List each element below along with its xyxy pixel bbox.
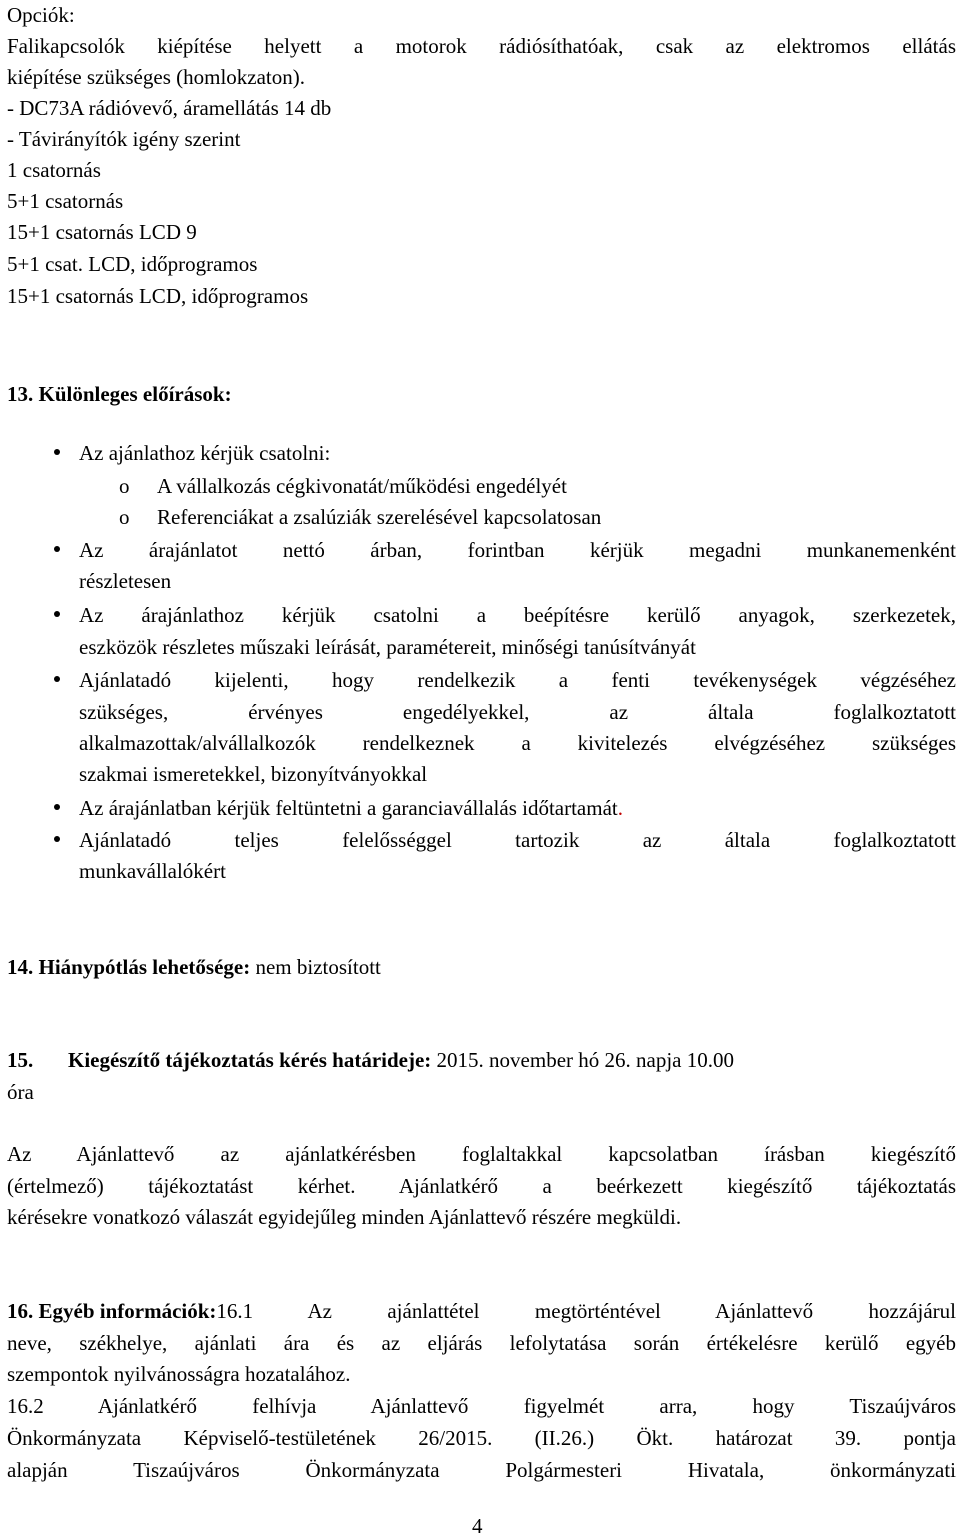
options-heading: Opciók:: [7, 3, 75, 27]
s13-bullet-2-line-1: Az árajánlatot nettó árban, forintban kérjük megadni munkanemenként: [79, 538, 956, 562]
s13-bullet-3-line-2: eszközök részletes műszaki leírását, paramétereit, minőségi tanúsítványát: [79, 635, 696, 659]
section-14: [7, 954, 381, 980]
sub-bullet-icon: o: [119, 505, 130, 529]
bullet-icon: [54, 804, 60, 810]
page-number: 4: [472, 1514, 483, 1538]
options-item: 15+1 csatornás LCD 9: [7, 220, 197, 244]
section-14-heading: 14. Hiánypótlás lehetősége:: [7, 955, 251, 979]
section-13-heading: 13. Különleges előírások:: [7, 382, 232, 406]
s16-p1-line-3: szempontok nyilvánosságra hozatalához.: [7, 1362, 351, 1386]
bullet-icon: [54, 611, 60, 617]
s15-para-line-2: (értelmező) tájékoztatást kérhet. Ajánlatkérő a beérkezett kiegészítő tájékoztatás: [7, 1174, 956, 1198]
s13-bullet-4-line-3: alkalmazottak/alvállalkozók rendelkeznek a kivitelezés elvégzéséhez szükséges: [79, 731, 956, 755]
s16-p1-line-2: neve, székhelye, ajánlati ára és az eljárás lefolytatása során értékelésre kerülő egyéb: [7, 1331, 956, 1355]
options-para-line-1: Falikapcsolók kiépítése helyett a motorok rádiósíthatóak, csak az elektromos ellátás: [7, 34, 956, 58]
s13-bullet-6-line-1: Ajánlatadó teljes felelősséggel tartozik az általa foglalkoztatott: [79, 828, 956, 852]
section-15-label: Kiegészítő tájékoztatás kérés határideje:: [68, 1048, 432, 1072]
sub-bullet-icon: o: [119, 474, 130, 498]
s13-bullet-1: Az ajánlathoz kérjük csatolni:: [79, 441, 331, 465]
s16-p2-line-3: alapján Tiszaújváros Önkormányzata Polgármesteri Hivatala, önkormányzati: [7, 1458, 956, 1482]
s13-bullet-3-line-1: Az árajánlathoz kérjük csatolni a beépítésre kerülő anyagok, szerkezetek,: [79, 603, 956, 627]
section-15-number: 15.: [7, 1048, 34, 1072]
section-15-title: [68, 1047, 734, 1073]
section-15-value: 2015. november hó 26. napja 10.00: [431, 1048, 734, 1072]
options-item: 1 csatornás: [7, 158, 101, 182]
s13-bullet-2-line-2: részletesen: [79, 569, 172, 593]
options-item: 5+1 csatornás: [7, 189, 124, 213]
s16-p2-line-2: Önkormányzata Képviselő-testületének 26/2015. (II.26.) Ökt. határozat 39. pontja: [7, 1426, 956, 1450]
options-para-line-2: kiépítése szükséges (homlokzaton).: [7, 65, 305, 89]
s13-bullet-4-line-4: szakmai ismeretekkel, bizonyítványokkal: [79, 762, 428, 786]
s13-sub-bullet-2: Referenciákat a zsalúziák szerelésével kapcsolatosan: [157, 505, 602, 529]
section-16-heading: 16. Egyéb információk:: [7, 1299, 217, 1323]
s16-p1-line-1: 16.1 Az ajánlattétel megtörténtével Ajánlattevő hozzájárul: [216, 1299, 956, 1323]
section-14-value: nem biztosított: [250, 955, 381, 979]
s13-bullet-4-line-2: szükséges, érvényes engedélyekkel, az általa foglalkoztatott: [79, 700, 956, 724]
options-item: 15+1 csatornás LCD, időprogramos: [7, 284, 309, 308]
bullet-icon: [54, 836, 60, 842]
options-item: 5+1 csat. LCD, időprogramos: [7, 252, 258, 276]
s13-bullet-5-text: Az árajánlatban kérjük feltüntetni a garanciavállalás időtartamát: [79, 796, 618, 820]
bullet-icon: [54, 676, 60, 682]
s15-para-line-3: kérésekre vonatkozó válaszát egyidejűleg minden Ajánlattevő részére megküldi.: [7, 1205, 682, 1229]
options-item: - Távirányítók igény szerint: [7, 127, 241, 151]
s15-para-line-1: Az Ajánlattevő az ajánlatkérésben foglaltakkal kapcsolatban írásban kiegészítő: [7, 1142, 956, 1166]
bullet-icon: [54, 449, 60, 455]
section-15-line-2: óra: [7, 1080, 34, 1104]
s13-bullet-5: [79, 795, 623, 821]
s13-bullet-5-revision-mark: .: [617, 796, 623, 820]
s13-sub-bullet-1: A vállalkozás cégkivonatát/működési engedélyét: [157, 474, 567, 498]
bullet-icon: [54, 546, 60, 552]
s16-p2-line-1: 16.2 Ajánlatkérő felhívja Ajánlattevő figyelmét arra, hogy Tiszaújváros: [7, 1394, 956, 1418]
options-item: - DC73A rádióvevő, áramellátás 14 db: [7, 96, 332, 120]
s13-bullet-6-line-2: munkavállalókért: [79, 859, 226, 883]
s13-bullet-4-line-1: Ajánlatadó kijelenti, hogy rendelkezik a fenti tevékenységek végzéséhez: [79, 668, 956, 692]
section-16-first-line: [7, 1298, 956, 1324]
